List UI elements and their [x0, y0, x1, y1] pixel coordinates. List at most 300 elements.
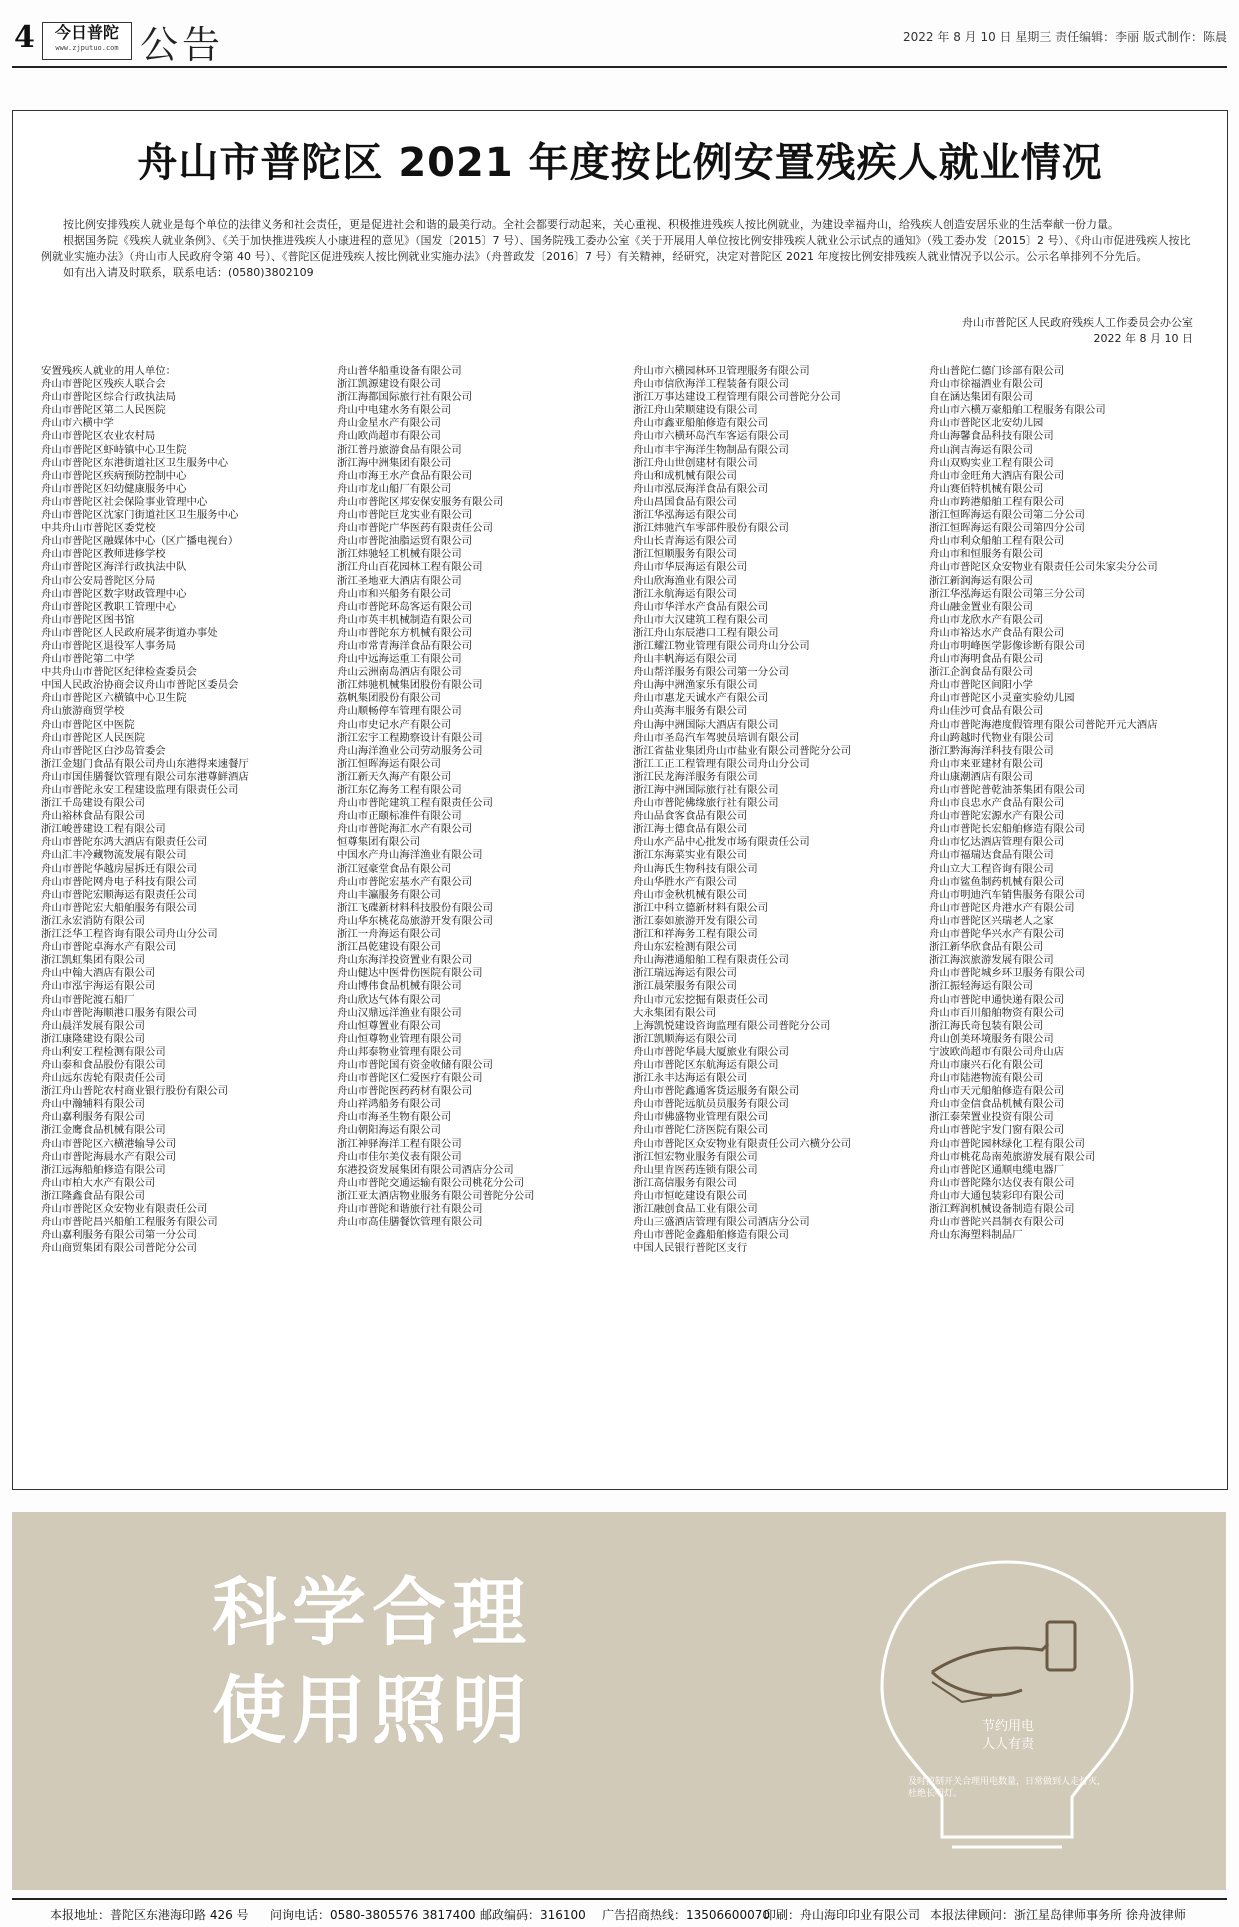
intro-paragraph-2: 根据国务院《残疾人就业条例》、《关于加快推进残疾人小康进程的意见》（国发〔2015〕7 号）、国务院残工委办公室《关于开展用人单位按比例安排残疾人就业公示试点的通知》（残工委办发〔2015〕2 号）、《舟山市促进残疾人按比例就业实施办法》（舟山市人民政府令第 40 号）、《普陀区促进残疾人按比例就业实施办法》（舟普政发〔2016〕7 号）有关精神，经研究，决定对普陀区 2021 年度按比例安排残疾人就业情况予以公示。公示名单排列不分先后。 — [41, 234, 1191, 263]
list-item: 浙江神驿海洋工程有限公司 — [337, 1137, 462, 1150]
list-item: 舟山市金旺角大酒店有限公司 — [929, 469, 1065, 482]
list-item: 舟山市普陀隆尔达仪表有限公司 — [929, 1176, 1075, 1189]
list-item: 上海凯悦建设咨询监理有限公司普陀分公司 — [633, 1019, 831, 1032]
list-item: 舟山市普陀区六横镇中心卫生院 — [41, 692, 187, 705]
list-item: 舟山市普陀区邦安保安服务有限公司 — [337, 495, 504, 508]
list-item: 浙江凯源建设有限公司 — [337, 378, 441, 391]
list-item: 舟山市普陀区众安物业有限责任公司朱家尖分公司 — [929, 561, 1158, 574]
list-item: 舟山市桃花岛南苑旅游发展有限公司 — [929, 1150, 1096, 1163]
list-item: 舟山水产品中心批发市场有限责任公司 — [633, 836, 810, 849]
list-item: 舟山市普陀华晨大厦旅业有限公司 — [633, 1045, 789, 1058]
list-item: 大永集团有限公司 — [633, 1006, 717, 1019]
list-item: 舟山市佳尔美仪表有限公司 — [337, 1150, 462, 1163]
list-item: 浙江高信服务有限公司 — [633, 1176, 737, 1189]
list-item: 舟山市和兴船务有限公司 — [337, 587, 452, 600]
list-item: 舟山融金置业有限公司 — [929, 600, 1033, 613]
list-item: 舟山市普陀区小灵童实验幼儿园 — [929, 692, 1075, 705]
list-item: 舟山市普陀区社会保险事业管理中心 — [41, 495, 208, 508]
list-item: 浙江耀江物业管理有限公司舟山分公司 — [633, 639, 810, 652]
ad-slogan-1: 节约用电 — [981, 1719, 1034, 1734]
list-item: 中国人民银行普陀区支行 — [633, 1242, 748, 1255]
list-item: 舟山嘉利服务有限公司第一分公司 — [41, 1229, 197, 1242]
list-item: 舟山市普陀长宏船舶修造有限公司 — [929, 823, 1085, 836]
list-item: 舟山市普陀建筑工程有限责任公司 — [337, 797, 493, 810]
list-item: 浙江舟山普陀农村商业银行股份有限公司 — [41, 1085, 229, 1098]
list-item: 舟山市普陀医药药材有限公司 — [337, 1085, 473, 1098]
list-item: 浙江融创食品工业有限公司 — [633, 1203, 758, 1215]
list-item: 舟山赛佰特机械有限公司 — [929, 482, 1044, 495]
list-item: 舟山市普陀海晨水产有限公司 — [41, 1150, 177, 1163]
list-item: 中国人民政治协商会议舟山市普陀区委员会 — [41, 679, 239, 692]
list-item: 浙江振轻海运有限公司 — [929, 980, 1033, 993]
footer-ad-hotline: 广告招商热线：13506600070 — [602, 1908, 770, 1922]
list-item: 舟山市普陀宇发门窗有限公司 — [929, 1124, 1065, 1137]
list-item: 舟山市普陀普乾油茶集团有限公司 — [929, 784, 1085, 796]
list-item: 浙江舟山荣顺建设有限公司 — [633, 404, 758, 417]
list-item: 舟山市普陀区北安幼儿园 — [929, 417, 1044, 430]
list-item: 舟山恒尊物业管理有限公司 — [337, 1032, 462, 1045]
list-item: 舟山市普陀海顺港口服务有限公司 — [41, 1006, 197, 1019]
list-item: 浙江海士德食品有限公司 — [633, 823, 748, 836]
list-column-2 — [337, 365, 617, 1229]
list-item: 舟山市普陀区综合行政执法局 — [41, 391, 177, 404]
list-item: 舟山市金秋机械有限公司 — [633, 888, 748, 901]
list-item: 舟山市普陀卓海水产有限公司 — [41, 941, 177, 954]
list-item: 舟山双购实业工程有限公司 — [929, 456, 1054, 469]
logo-url: www.zjputuo.com — [55, 44, 119, 52]
list-item: 舟山市康兴石化有限公司 — [929, 1058, 1044, 1071]
list-item: 舟山市普陀区沈家门街道社区卫生服务中心 — [41, 509, 239, 522]
intro-paragraph-1: 按比例安排残疾人就业是每个单位的法律义务和社会责任，更是促进社会和谐的最美行动。全社会都要行动起来，关心重视、积极推进残疾人按比例就业，为建设幸福舟山，给残疾人创造安居乐业的生活奉献一份力量。 — [63, 218, 1119, 231]
list-item: 舟山跨越时代物业有限公司 — [929, 731, 1054, 744]
list-item: 浙江金鹰食品机械有限公司 — [41, 1124, 166, 1137]
list-item: 舟山市龙欣水产有限公司 — [929, 613, 1044, 626]
list-item: 舟山市普陀区通顺电缆电器厂 — [929, 1163, 1065, 1176]
list-item: 浙江泰如旅游开发有限公司 — [633, 914, 758, 927]
list-item: 舟山欣海渔业有限公司 — [633, 574, 737, 587]
list-item: 舟山市普陀环岛客运有限公司 — [337, 600, 473, 613]
list-item: 舟山长青海运有限公司 — [633, 535, 737, 548]
list-item: 舟山市普陀区舟港水产有限公司 — [929, 901, 1075, 914]
list-item: 舟山金星水产有限公司 — [337, 417, 441, 430]
list-item: 浙江飞碟新材料科技股份有限公司 — [337, 901, 493, 914]
list-item: 舟山市普陀区白沙岛管委会 — [41, 744, 166, 757]
list-item: 舟山华胜水产有限公司 — [633, 875, 737, 888]
list-item: 浙江恒顺服务有限公司 — [633, 548, 737, 561]
list-item: 舟山市普陀海汇水产有限公司 — [337, 823, 473, 836]
list-item: 浙江永航海运有限公司 — [633, 587, 737, 600]
list-item: 浙江东海菜实业有限公司 — [633, 849, 748, 862]
list-item: 浙江舟山东辰港口工程有限公司 — [633, 626, 779, 639]
list-item: 舟山市普陀华兴水产有限公司 — [929, 928, 1065, 941]
list-item: 浙江普丹旅游食品有限公司 — [337, 443, 462, 456]
ad-slogan — [960, 1718, 1056, 1754]
list-item: 舟山品食客食品有限公司 — [633, 810, 748, 823]
list-item: 舟山市泓辰海洋食品有限公司 — [633, 482, 769, 495]
list-item: 浙江中科立德新材料有限公司 — [633, 901, 769, 914]
sign-date: 2022 年 8 月 10 日 — [1093, 332, 1193, 345]
list-item: 舟山市普陀区图书馆 — [41, 613, 135, 626]
list-item: 浙江黔海海洋科技有限公司 — [929, 744, 1054, 757]
list-item: 浙江冠豪堂食品有限公司 — [337, 862, 452, 875]
list-item: 浙江凯虹集团有限公司 — [41, 954, 145, 967]
list-item: 舟山市常青海洋食品有限公司 — [337, 639, 473, 652]
list-item: 舟山中电建水务有限公司 — [337, 404, 452, 417]
list-item: 舟山市普陀区众安物业有限责任公司六横分公司 — [633, 1137, 852, 1150]
list-item: 浙江新润海运有限公司 — [929, 574, 1033, 587]
list-item: 舟山康潮酒店有限公司 — [929, 770, 1033, 783]
list-item: 舟山市大通包装彩印有限公司 — [929, 1189, 1065, 1202]
list-column-3 — [633, 365, 913, 1255]
list-item: 舟山市普陀佛缘旅行社有限公司 — [633, 797, 779, 810]
list-item: 浙江新天久海产有限公司 — [337, 770, 452, 783]
list-item: 舟山市六横中学 — [41, 417, 114, 430]
list-item: 浙江和祥海务工程有限公司 — [633, 928, 758, 941]
list-item: 舟山市普陀区六横港输导公司 — [41, 1137, 177, 1150]
list-item: 舟山市和恒服务有限公司 — [929, 548, 1044, 561]
list-item: 舟山市龙山船厂有限公司 — [337, 482, 452, 495]
list-item: 舟山帮洋服务有限公司第一分公司 — [633, 666, 789, 679]
list-item: 舟山市普陀区中医院 — [41, 718, 135, 731]
list-item: 舟山市鑫亚船舶修造有限公司 — [633, 417, 769, 430]
list-item: 舟山市普陀国有资金收储有限公司 — [337, 1058, 493, 1071]
list-item: 舟山市普陀区数字财政管理中心 — [41, 587, 187, 600]
list-item: 舟山市金信食品机械有限公司 — [929, 1098, 1065, 1111]
list-item: 浙江民龙海洋服务有限公司 — [633, 770, 758, 783]
list-item: 浙江宏宇工程勘察设计有限公司 — [337, 731, 483, 744]
list-item: 舟山市普陀区仁爱医疗有限公司 — [337, 1072, 483, 1085]
list-item: 舟山市正颐标准件有限公司 — [337, 810, 462, 823]
list-item: 浙江永丰达海运有限公司 — [633, 1072, 748, 1085]
page-number: 4 — [14, 20, 35, 55]
list-item: 舟山市来亚建材有限公司 — [929, 757, 1044, 770]
list-item: 自在涵达集团有限公司 — [929, 391, 1033, 404]
list-item: 舟山市普陀城乡环卫服务有限公司 — [929, 967, 1085, 980]
list-item: 舟山佳沙可食品有限公司 — [929, 705, 1044, 718]
list-item: 舟山恒尊置业有限公司 — [337, 1019, 441, 1032]
list-item: 浙江舟山世创建材有限公司 — [633, 456, 758, 469]
article-title: 舟山市普陀区 2021 年度按比例安置残疾人就业情况 — [137, 140, 1103, 186]
list-item: 舟山东海洋投资置业有限公司 — [337, 954, 473, 967]
list-item: 舟山市普陀鑫通客货运服务有限公司 — [633, 1085, 800, 1098]
list-item: 浙江海氏奇包装有限公司 — [929, 1019, 1044, 1032]
ad-small-text — [908, 1776, 1106, 1800]
list-item: 舟山商贸集团有限公司普陀分公司 — [41, 1242, 197, 1255]
list-item: 舟山海港通船舶工程有限责任公司 — [633, 954, 789, 967]
list-item: 浙江永宏消防有限公司 — [41, 914, 145, 927]
list-item: 舟山普陀仁德门诊部有限公司 — [929, 365, 1065, 377]
list-item: 浙江辉润机械设备制造有限公司 — [929, 1203, 1075, 1215]
list-item: 舟山和成机械有限公司 — [633, 469, 737, 482]
list-item: 舟山利安工程检测有限公司 — [41, 1045, 166, 1058]
list-item: 舟山市六横万豪船舶工程服务有限公司 — [929, 404, 1106, 417]
list-item: 舟山润吉海运有限公司 — [929, 443, 1033, 456]
list-item: 舟山东宏检测有限公司 — [633, 941, 737, 954]
list-item: 舟山市鲨鱼制药机械有限公司 — [929, 875, 1065, 888]
list-item: 舟山市六横环岛汽车客运有限公司 — [633, 430, 789, 443]
list-item: 舟山晨洋发展有限公司 — [41, 1019, 145, 1032]
list-item: 浙江企润食品有限公司 — [929, 666, 1033, 679]
list-item: 浙江一舟海运有限公司 — [337, 928, 441, 941]
list-item: 舟山市普陀园林绿化工程有限公司 — [929, 1137, 1085, 1150]
list-item: 舟山市陆港物流有限公司 — [929, 1072, 1044, 1085]
list-item: 浙江康隆建设有限公司 — [41, 1032, 145, 1045]
list-item: 舟山市普陀区众安物业有限责任公司 — [41, 1203, 208, 1215]
list-item: 舟山市普陀区东港街道社区卫生服务中心 — [41, 456, 229, 469]
list-item: 舟山市普陀和谐旅行社有限公司 — [337, 1203, 483, 1215]
list-item: 舟山市明峰医学影像诊断有限公司 — [929, 639, 1085, 652]
list-item: 舟山博伟食品机械有限公司 — [337, 980, 462, 993]
list-item: 舟山市利众船舶工程有限公司 — [929, 535, 1065, 548]
list-item: 浙江泰荣置业投资有限公司 — [929, 1111, 1054, 1124]
list-item: 浙江圣地亚大酒店有限公司 — [337, 574, 462, 587]
list-item: 舟山市明迪汽车销售服务有限公司 — [929, 888, 1085, 901]
list-item: 浙江万事达建设工程管理有限公司普陀分公司 — [633, 391, 841, 404]
list-item: 舟山中瀚辅料有限公司 — [41, 1098, 145, 1111]
ad-small-2: 杜绝长明灯。 — [908, 1789, 963, 1799]
article-signature — [962, 315, 1193, 347]
list-item: 舟山市普陀东鸿大酒店有限责任公司 — [41, 836, 208, 849]
list-item: 舟山市华洋水产食品有限公司 — [633, 600, 769, 613]
list-item: 舟山市柏大水产有限公司 — [41, 1176, 156, 1189]
list-item: 舟山健达中医骨伤医院有限公司 — [337, 967, 483, 980]
list-item: 舟山市恒屹建设有限公司 — [633, 1189, 748, 1202]
list-item: 舟山市普陀区疾病预防控制中心 — [41, 469, 187, 482]
list-item: 浙江瑞远海运有限公司 — [633, 967, 737, 980]
list-item: 舟山市普陀区残疾人联合会 — [41, 378, 166, 391]
list-item: 舟山市普陀申通快递有限公司 — [929, 993, 1065, 1006]
list-item: 浙江炜驰机械集团股份有限公司 — [337, 679, 483, 692]
list-item: 浙江亚太酒店物业服务有限公司普陀分公司 — [337, 1189, 535, 1202]
list-item: 舟山市普陀宏大船舶服务有限公司 — [41, 901, 197, 914]
list-column-1 — [41, 365, 321, 1255]
list-item: 浙江远海船舶修造有限公司 — [41, 1163, 166, 1176]
list-item: 荔帆集团股份有限公司 — [337, 692, 441, 705]
list-item: 舟山市普陀华越房屋拆迁有限公司 — [41, 862, 197, 875]
list-item: 安置残疾人就业的用人单位： — [41, 365, 177, 377]
list-item: 舟山市普陀网舟电子科技有限公司 — [41, 875, 197, 888]
list-item: 舟山市普陀区教师进修学校 — [41, 548, 166, 561]
list-item: 舟山市海圣生物有限公司 — [337, 1111, 452, 1124]
list-item: 舟山市普陀油脂运贸有限公司 — [337, 535, 473, 548]
list-item: 舟山市英丰机械制造有限公司 — [337, 613, 473, 626]
list-item: 舟山海氏生物科技有限公司 — [633, 862, 758, 875]
list-item: 舟山海中洲国际大酒店有限公司 — [633, 718, 779, 731]
list-item: 舟山市裕达水产食品有限公司 — [929, 626, 1065, 639]
list-item: 浙江晨荣服务有限公司 — [633, 980, 737, 993]
list-item: 舟山市泓宇海运有限公司 — [41, 980, 156, 993]
list-item: 舟山市普陀兴昌制衣有限公司 — [929, 1216, 1065, 1229]
list-item: 浙江舟山百花园林工程有限公司 — [337, 561, 483, 574]
list-item: 舟山海洋渔业公司劳动服务公司 — [337, 744, 483, 757]
list-item: 浙江凯顺海运有限公司 — [633, 1032, 737, 1045]
list-item: 东港投资发展集团有限公司酒店分公司 — [337, 1163, 514, 1176]
list-item: 浙江海都国际旅行社有限公司 — [337, 391, 473, 404]
list-item: 舟山市惠龙天诚水产有限公司 — [633, 692, 769, 705]
list-item: 舟山市普陀海港度假管理有限公司普陀开元大酒店 — [929, 718, 1158, 731]
list-item: 舟山市普陀远航员员服务有限公司 — [633, 1098, 789, 1111]
list-item: 舟山远东齿轮有限责任公司 — [41, 1072, 166, 1085]
list-item: 舟山旅游商贸学校 — [41, 705, 125, 718]
list-item: 浙江省盐业集团舟山市盐业有限公司普陀分公司 — [633, 744, 852, 757]
list-item: 中共舟山市普陀区纪律检查委员会 — [41, 666, 197, 679]
list-item: 舟山市大汉建筑工程有限公司 — [633, 613, 769, 626]
list-item: 舟山欧尚超市有限公司 — [337, 430, 441, 443]
list-item: 中国水产舟山海洋渔业有限公司 — [337, 849, 483, 862]
list-item: 舟山市普陀东方机械有限公司 — [337, 626, 473, 639]
list-column-4 — [929, 365, 1209, 1242]
list-item: 舟山中远海运重工有限公司 — [337, 653, 462, 666]
list-item: 舟山汇丰冷藏物流发展有限公司 — [41, 849, 187, 862]
list-item: 舟山市普陀区兴瑞老人之家 — [929, 914, 1054, 927]
list-item: 舟山裕林食品有限公司 — [41, 810, 145, 823]
footer-address: 本报地址：普陀区东港海印路 426 号 — [50, 1908, 249, 1922]
list-item: 舟山英海丰服务有限公司 — [633, 705, 748, 718]
list-item: 舟山市良忠水产食品有限公司 — [929, 797, 1065, 810]
list-item: 舟山中翰大酒店有限公司 — [41, 967, 156, 980]
company-list — [41, 365, 1206, 1473]
ad-headline-1: 科学合理 — [212, 1570, 532, 1656]
light-bulb-icon — [872, 1552, 1142, 1862]
list-item: 浙江恒宏物业服务有限公司 — [633, 1150, 758, 1163]
list-item: 舟山市佛盛物业管理有限公司 — [633, 1111, 769, 1124]
newspaper-logo — [42, 22, 132, 60]
list-item: 浙江炜驰汽车零部件股份有限公司 — [633, 522, 789, 535]
list-item: 舟山市普陀宏源水产有限公司 — [929, 810, 1065, 823]
list-item: 浙江华泓海运有限公司第三分公司 — [929, 587, 1085, 600]
list-item: 浙江隆鑫食品有限公司 — [41, 1189, 145, 1202]
list-item: 舟山祥鸿船务有限公司 — [337, 1098, 441, 1111]
footer-postcode: 邮政编码：316100 — [480, 1908, 586, 1922]
list-item: 舟山市信欣海洋工程装备有限公司 — [633, 378, 789, 391]
list-item: 舟山市徐福酒业有限公司 — [929, 378, 1044, 391]
list-item: 浙江恒晖海运有限公司第四分公司 — [929, 522, 1085, 535]
list-item: 浙江新华欣食品有限公司 — [929, 941, 1044, 954]
list-item: 舟山市普陀广华医药有限责任公司 — [337, 522, 493, 535]
list-item: 舟山市天元船舶修造有限公司 — [929, 1085, 1065, 1098]
list-item: 浙江恒晖海运有限公司第二分公司 — [929, 509, 1085, 522]
list-item: 舟山创美环境服务有限公司 — [929, 1032, 1054, 1045]
list-item: 舟山市跨港船舶工程有限公司 — [929, 495, 1065, 508]
list-item: 舟山里肯医药连锁有限公司 — [633, 1163, 758, 1176]
list-item: 舟山海中洲渔家乐有限公司 — [633, 679, 758, 692]
header-meta: 2022 年 8 月 10 日 星期三 责任编辑：李丽 版式制作：陈晨 — [903, 30, 1227, 44]
list-item: 舟山市华辰海运有限公司 — [633, 561, 748, 574]
list-item: 舟山市普陀区退役军人事务局 — [41, 639, 177, 652]
list-item: 舟山市普陀区妇幼健康服务中心 — [41, 482, 187, 495]
list-item: 浙江昌乾建设有限公司 — [337, 941, 441, 954]
list-item: 舟山泰和食品股份有限公司 — [41, 1058, 166, 1071]
list-item: 浙江海中洲集团有限公司 — [337, 456, 452, 469]
list-item: 舟山云洲南岛酒店有限公司 — [337, 666, 462, 679]
list-item: 舟山三盛酒店管理有限公司酒店分公司 — [633, 1216, 810, 1229]
list-item: 舟山朝阳海运有限公司 — [337, 1124, 441, 1137]
list-item: 舟山汉鼎远洋渔业有限公司 — [337, 1006, 462, 1019]
list-item: 舟山市普陀区间阳小学 — [929, 679, 1033, 692]
list-item: 舟山丰瀛服务有限公司 — [337, 888, 441, 901]
list-item: 舟山海馨食品科技有限公司 — [929, 430, 1054, 443]
list-item: 舟山市普陀区第二人民医院 — [41, 404, 166, 417]
list-item: 舟山市普陀渡石船厂 — [41, 993, 135, 1006]
list-item: 舟山市普陀区融媒体中心（区广播电视台） — [41, 535, 239, 548]
list-item: 舟山市普陀昌兴船舶工程服务有限公司 — [41, 1216, 218, 1229]
list-item: 浙江恒晖海运有限公司 — [337, 757, 441, 770]
list-item: 浙江海滨旅游发展有限公司 — [929, 954, 1054, 967]
ad-small-1: 及时控制开关合理用电数量，日常做到人走灯灭， — [908, 1777, 1107, 1787]
list-item: 舟山市海王水产食品有限公司 — [337, 469, 473, 482]
footer-phone: 问询电话：0580-3805576 3817400 — [270, 1908, 476, 1922]
list-item: 舟山市普陀区农业农村局 — [41, 430, 156, 443]
list-item: 舟山市福瑞达食品有限公司 — [929, 849, 1054, 862]
list-item: 舟山华东桃花岛旅游开发有限公司 — [337, 914, 493, 927]
logo-title: 今日普陀 — [54, 23, 119, 42]
list-item: 舟山市丰宇海洋生物制品有限公司 — [633, 443, 789, 456]
list-item: 浙江峻普建设工程有限公司 — [41, 823, 166, 836]
list-item: 舟山市普陀第二中学 — [41, 653, 135, 666]
intro-paragraph-3: 如有出入请及时联系，联系电话：(0580)3802109 — [63, 266, 314, 279]
energy-saving-ad — [12, 1512, 1226, 1890]
list-item: 舟山市国佳膳餐饮管理有限公司东港尊鲜酒店 — [41, 770, 249, 783]
list-item: 舟山市忆达酒店管理有限公司 — [929, 836, 1065, 849]
list-item: 宁波欧尚超市有限公司舟山店 — [929, 1045, 1065, 1058]
signer: 舟山市普陀区人民政府残疾人工作委员会办公室 — [962, 316, 1193, 329]
list-item: 舟山顺畅停车管理有限公司 — [337, 705, 462, 718]
ad-slogan-2: 人人有责 — [981, 1737, 1034, 1752]
list-item: 恒尊集团有限公司 — [337, 836, 421, 849]
list-item: 舟山邦泰物业管理有限公司 — [337, 1045, 462, 1058]
list-item: 浙江泛华工程咨询有限公司舟山分公司 — [41, 928, 218, 941]
list-item: 舟山嘉利服务有限公司 — [41, 1111, 145, 1124]
ad-headline-2: 使用照明 — [212, 1668, 532, 1754]
list-item: 浙江工正工程管理有限公司舟山分公司 — [633, 757, 810, 770]
page-footer — [12, 1898, 1227, 1926]
list-item: 舟山市史记水产有限公司 — [337, 718, 452, 731]
list-item: 舟山市高佳膳餐饮管理有限公司 — [337, 1216, 483, 1229]
list-item: 浙江海中洲国际旅行社有限公司 — [633, 784, 779, 796]
list-item: 舟山市普陀区东航海运有限公司 — [633, 1058, 779, 1071]
footer-printer: 印刷：舟山海印印业有限公司 — [764, 1908, 921, 1922]
list-item: 舟山市海明食品有限公司 — [929, 653, 1044, 666]
list-item: 舟山市六横园林环卫管理服务有限公司 — [633, 365, 810, 377]
list-item: 舟山昌国食品有限公司 — [633, 495, 737, 508]
list-item: 舟山市普陀区教职工管理中心 — [41, 600, 177, 613]
list-item: 舟山市普陀区虾峙镇中心卫生院 — [41, 443, 187, 456]
list-item: 舟山立大工程咨询有限公司 — [929, 862, 1054, 875]
list-item: 舟山市百川船舶物资有限公司 — [929, 1006, 1065, 1019]
section-title: 公告 — [140, 23, 225, 67]
list-item: 中共舟山市普陀区委党校 — [41, 522, 156, 535]
list-item: 舟山市普陀巨龙实业有限公司 — [337, 509, 473, 522]
list-item: 舟山市普陀宏基水产有限公司 — [337, 875, 473, 888]
list-item: 浙江炜驰轻工机械有限公司 — [337, 548, 462, 561]
list-item: 舟山普华船重设备有限公司 — [337, 365, 462, 377]
list-item: 浙江千岛建设有限公司 — [41, 797, 145, 810]
list-item: 舟山欣达气体有限公司 — [337, 993, 441, 1006]
article-intro — [41, 217, 1201, 281]
list-item: 舟山市圣岛汽车驾驶员培训有限公司 — [633, 731, 800, 744]
list-item: 舟山市普陀区人民政府展茅街道办事处 — [41, 626, 218, 639]
list-item: 舟山丰帆海运有限公司 — [633, 653, 737, 666]
list-item: 浙江华泓海运有限公司 — [633, 509, 737, 522]
list-item: 舟山市普陀区人民医院 — [41, 731, 145, 744]
list-item: 舟山市普陀交通运输有限公司桃花分公司 — [337, 1176, 525, 1189]
announcement-article — [12, 110, 1228, 1490]
page-header — [12, 8, 1227, 68]
list-item: 舟山东海塑料制品厂 — [929, 1229, 1023, 1242]
list-item: 舟山市元宏挖掘有限责任公司 — [633, 993, 769, 1006]
footer-legal: 本报法律顾问：浙江星岛律师事务所 徐舟波律师 — [930, 1908, 1186, 1922]
list-item: 舟山市普陀金鑫船舶修造有限公司 — [633, 1229, 789, 1242]
